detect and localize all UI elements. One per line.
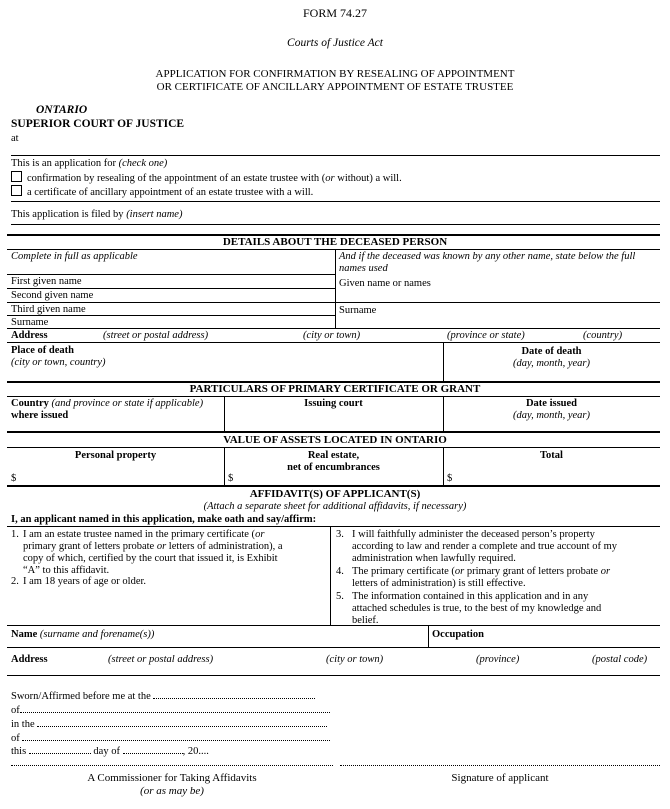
divider [7, 625, 660, 626]
divider [7, 315, 335, 316]
commissioner-label: A Commissioner for Taking Affidavits [87, 772, 257, 784]
divider [7, 396, 660, 397]
date-of-death-label[interactable]: Date of death [521, 346, 582, 357]
real-estate-label: Real estate, [307, 450, 360, 461]
surname-label[interactable]: Surname [11, 317, 49, 328]
sworn-of-field[interactable] [20, 712, 330, 713]
third-name-label[interactable]: Third given name [11, 304, 86, 315]
street-hint: (street or postal address) [103, 330, 209, 341]
divider [428, 625, 429, 647]
divider [7, 675, 660, 676]
divider [335, 302, 660, 303]
date-issued-hint: (day, month, year) [513, 410, 590, 421]
sworn-in-field[interactable] [37, 726, 327, 727]
applicant-city-hint: (city or town) [326, 654, 384, 665]
divider [7, 447, 660, 448]
given-names-label[interactable]: Given name or names [339, 278, 431, 289]
country-issued-label[interactable]: Country (and province or state if applicable) where issued [11, 398, 204, 422]
affidavit-subheading: (Attach a separate sheet for additional affidavits, if necessary) [203, 501, 467, 512]
place-of-death-hint: (city or town, country) [11, 357, 106, 368]
divider [7, 342, 660, 343]
sworn-in-line: in the [11, 719, 327, 731]
court-name: SUPERIOR COURT OF JUSTICE [11, 118, 185, 130]
other-surname-label[interactable]: Surname [339, 305, 377, 316]
divider [7, 249, 660, 250]
province-name: ONTARIO [36, 104, 88, 116]
resealing-checkbox[interactable] [11, 171, 22, 182]
application-for: This is an application for (check one) [11, 158, 168, 169]
oath-statement: I, an applicant named in this application, make oath and say/affirm: [11, 514, 317, 525]
divider [7, 431, 660, 433]
issuing-court-label[interactable]: Issuing court [304, 398, 363, 409]
complete-hint: Complete in full as applicable [11, 251, 138, 262]
divider [11, 155, 660, 156]
date-issued-label[interactable]: Date issued [525, 398, 578, 409]
place-of-death-label[interactable]: Place of death [11, 345, 74, 356]
form-number: FORM 74.27 [302, 6, 367, 20]
court-location-label: at [11, 133, 19, 144]
filed-by: This application is filed by (insert name) [11, 209, 183, 220]
deceased-heading: DETAILS ABOUT THE DECEASED PERSON [222, 236, 448, 248]
divider [335, 249, 336, 328]
sworn-of-line: of [11, 705, 330, 717]
option-resealing: confirmation by resealing of the appointment of an estate trustee with (or without) a will. [11, 171, 402, 185]
commissioner-signature-line[interactable] [11, 765, 333, 766]
applicant-street-hint: (street or postal address) [108, 654, 214, 665]
total-label: Total [540, 450, 563, 461]
commissioner-hint: (or as may be) [140, 785, 204, 797]
city-hint: (city or town) [303, 330, 361, 341]
form-title-line2: OR CERTIFICATE OF ANCILLARY APPOINTMENT OF ESTATE TRUSTEE [156, 81, 514, 93]
country-hint: (country) [583, 330, 623, 341]
second-name-label[interactable]: Second given name [11, 290, 94, 301]
real-estate-value[interactable]: $ [228, 473, 234, 484]
sworn-of-field-2[interactable] [22, 740, 330, 741]
divider [7, 526, 660, 527]
divider [7, 485, 660, 487]
applicant-signature-label: Signature of applicant [451, 772, 549, 784]
affidavit-heading: AFFIDAVIT(S) OF APPLICANT(S) [249, 488, 421, 500]
divider [7, 647, 660, 648]
occupation-label[interactable]: Occupation [432, 629, 484, 640]
filed-by-line[interactable] [11, 224, 660, 225]
applicant-signature-line[interactable] [340, 765, 660, 766]
form-title-line1: APPLICATION FOR CONFIRMATION BY RESEALING OF APPOINTMENT [155, 68, 515, 80]
sworn-line: Sworn/Affirmed before me at the [11, 691, 315, 703]
divider [7, 302, 335, 303]
divider [7, 274, 335, 275]
date-of-death-hint: (day, month, year) [513, 358, 590, 369]
sworn-month-field[interactable] [123, 753, 183, 754]
other-names-hint: And if the deceased was known by any other name, state below the full names used [339, 251, 636, 275]
applicant-name-label[interactable]: Name (surname and forename(s)) [11, 629, 155, 640]
sworn-of-line-2: of [11, 733, 330, 745]
address-label[interactable]: Address [11, 330, 48, 341]
province-hint: (province or state) [447, 330, 525, 341]
divider [330, 526, 331, 625]
grant-heading: PARTICULARS OF PRIMARY CERTIFICATE OR GRANT [189, 383, 481, 395]
applicant-address-label[interactable]: Address [11, 654, 48, 665]
act-name: Courts of Justice Act [287, 37, 383, 49]
personal-property-value[interactable]: $ [11, 473, 17, 484]
applicant-postal-hint: (postal code) [592, 654, 648, 665]
applicant-province-hint: (province) [476, 654, 520, 665]
personal-property-label: Personal property [74, 450, 157, 461]
first-name-label[interactable]: First given name [11, 276, 82, 287]
ancillary-checkbox[interactable] [11, 185, 22, 196]
sworn-date-line: this day of , 20.... [11, 746, 209, 757]
assets-heading: VALUE OF ASSETS LOCATED IN ONTARIO [223, 434, 447, 446]
divider [11, 201, 660, 202]
option-ancillary: a certificate of ancillary appointment of an estate trustee with a will. [11, 185, 313, 199]
divider [7, 288, 335, 289]
real-estate-label-2: net of encumbrances [287, 462, 380, 473]
divider [7, 328, 660, 329]
sworn-place-field[interactable] [153, 698, 315, 699]
sworn-day-field[interactable] [29, 753, 91, 754]
total-value[interactable]: $ [447, 473, 453, 484]
